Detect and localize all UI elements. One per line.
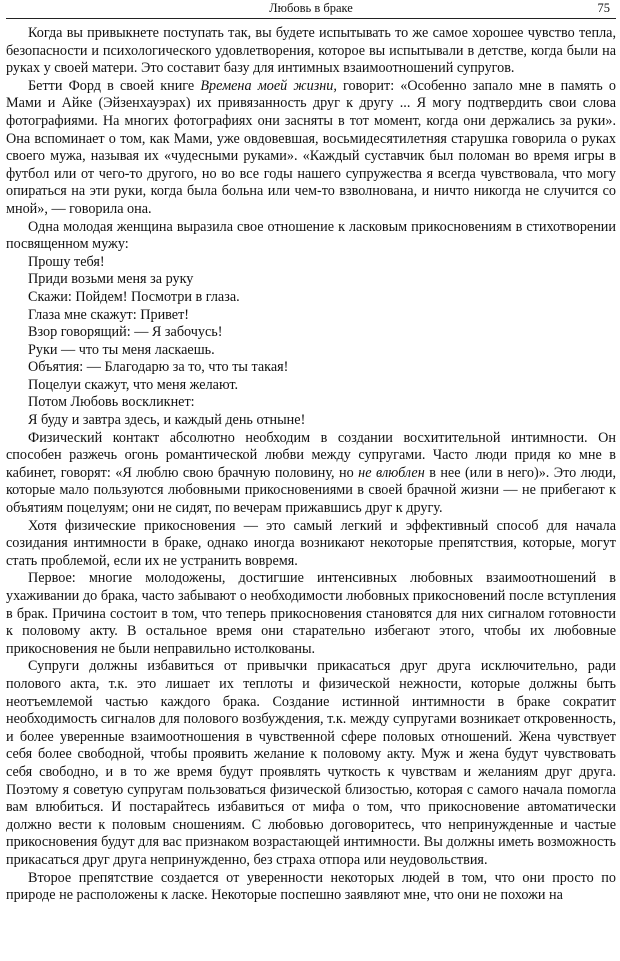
poem-line: Скажи: Пойдем! Посмотри в глаза. — [28, 288, 240, 305]
paragraph: Одна молодая женщина выразила свое отношение к ласковым прикосновениям в стихотворении посвященном мужу: — [6, 218, 616, 253]
paragraph — [6, 430, 616, 518]
poem-line: Поцелуи скажут, что меня желают. — [28, 376, 239, 393]
paragraph: Второе препятствие создается от уверенности некоторых людей в том, что они просто по природе не расположены к ласке. Некоторые поспешно заявляют мне, что они не похожи на — [6, 869, 616, 904]
running-header — [6, 0, 616, 19]
emphasis-italic: не влюблен — [358, 464, 425, 481]
paragraph: Хотя физические прикосновения — это самый легкий и эффективный способ для начала созидания интимности в браке, однако иногда возникают некоторые препятствия, которые, могут стать проблемой, если их не устранить вовремя. — [6, 517, 616, 569]
book-title-italic: Времена моей жизни, — [200, 77, 337, 94]
text-run: говорит: «Особенно запало мне в память о Мами и Айке (Эйзенхауэрах) их привязанность друг к другу ... Я могу подтвердить свои слова фотографиями. На многих фотографиях они засняты в тот момент, когда они держались за руки». Она вспоминает о том, как Мами, уже овдовевшая, восьмидесятилетняя старушка говорила о руках своего мужа, называя их «чудесными руками». «Каждый суставчик был поломан во время игры в футбол или от чего-то другого, но во все годы нашего супружества я всегда чувствовала, что могу опираться на эти руки, когда была больна или чем-то взволнована, и ничто никогда не случится со мной», — говорила она. — [6, 77, 616, 217]
paragraph: Первое: многие молодожены, достигшие интенсивных любовных взаимоотношений в ухаживании до брака, часто забывают о необходимости любовных прикосновений после вступления в брак. Причина состоит в том, что теперь прикосновения становятся для них сигналом готовности к половому акту. В остальное время они старательно избегают этого, чтобы их любовные прикосновения не были неправильно истолкованы. — [6, 570, 616, 657]
poem-line: Объятия: — Благодарю за то, что ты такая! — [28, 359, 289, 376]
poem — [6, 254, 616, 430]
poem-line: Потом Любовь воскликнет: — [28, 394, 195, 411]
poem-line: Прошу тебя! — [28, 253, 105, 270]
poem-line: Взор говорящий: — Я забочусь! — [28, 324, 223, 341]
paragraph: Когда вы привыкнете поступать так, вы будете испытывать то же самое хорошее чувство тепла, безопасности и психологического удовлетворения, которое вы испытывали в детстве, когда были на руках у своей матери. Это составит базу для интимных взаимоотношений супругов. — [6, 25, 616, 77]
text-run: Бетти Форд в своей книге — [28, 77, 201, 94]
page-number: 75 — [597, 1, 610, 15]
text-run: Физический контакт абсолютно необходим в создании восхитительной интимности. Он способен разжечь огонь романтической любви между супругами. Часто люди придя ко мне в кабинет, говорят: «Я люблю свою брачную половину, но — [6, 429, 616, 481]
poem-line: Глаза мне скажут: Привет! — [28, 306, 190, 323]
text-run: в нее (или в него)». Это люди, которые мало пользуются любовными прикосновениями в своей брачной жизни — не прибегают к объятиям поцелуям; они не сидят, по вечерам прижавшись друг к другу. — [6, 464, 616, 517]
poem-line: Я буду и завтра здесь, и каждый день отныне! — [28, 412, 306, 429]
paragraph: Супруги должны избавиться от привычки прикасаться друг друга исключительно, ради полового акта, т.к. это лишает их теплоты и физической нежности, которые должны быть неотъемлемой частью каждого брака. Создание истинной интимности в браке сократит необходимость сигналов для полового возбуждения, т.к. между супругами возникает откровенность, и более уверенные взаимоотношения в чувственной сфере половых отношений. Жена чувствует себя более свободной, чтобы проявить желание к половому акту. Муж и жена будут чувствовать себя свободно, и в то же время будут проявлять чуткость к чувствам и желаниям друг друга. Поэтому я советую супругам пользоваться физической близостью, которая с самого начала помогла вам влюбиться. И постарайтесь избавиться от мифа о том, что прикосновение автоматически должно вести к половым сношениям. С любовью договоритесь, что непринужденные и частые прикосновения будут для вас признаком возрастающей интимности. Вы должны иметь возможность прикасаться друг друга непринужденно, без страха отпора или неудовольствия. — [6, 658, 616, 868]
running-title: Любовь в браке — [269, 1, 353, 15]
page-body — [6, 25, 616, 905]
poem-line: Приди возьми меня за руку — [28, 271, 194, 288]
poem-line: Руки — что ты меня ласкаешь. — [28, 341, 215, 358]
paragraph — [6, 78, 616, 219]
